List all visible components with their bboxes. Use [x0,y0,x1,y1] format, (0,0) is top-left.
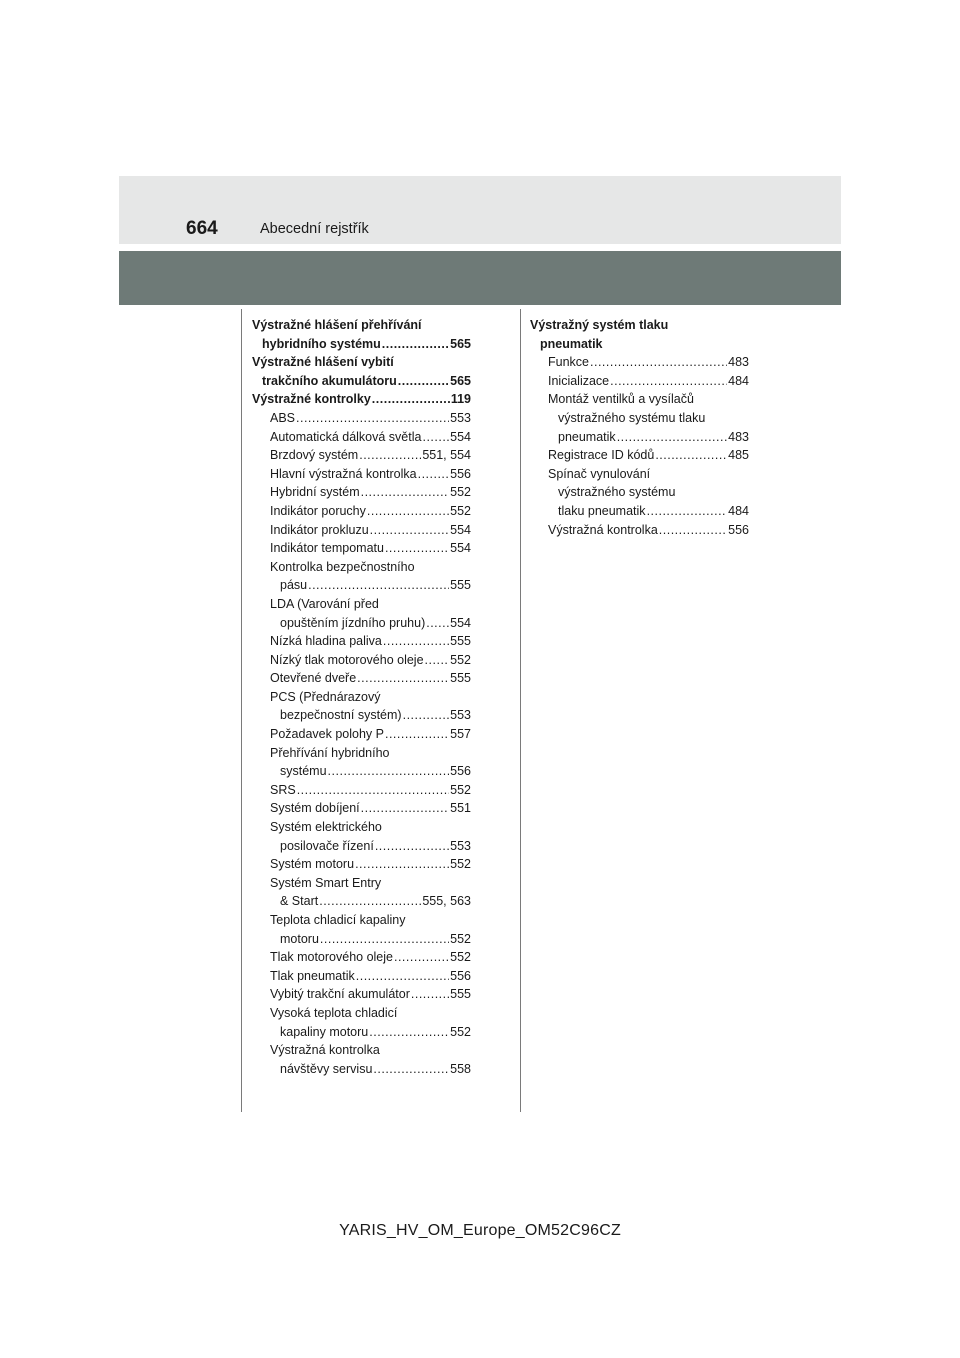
dot-leader [425,651,450,670]
index-entry [252,446,471,465]
page-reference: 552 [450,931,471,946]
dot-leader [356,967,449,986]
dot-leader [659,521,727,540]
index-entry [252,521,471,540]
header-band [119,176,841,244]
index-entry [252,335,471,354]
dot-leader [375,837,449,856]
entry-label: Systém motoru [270,857,355,872]
index-heading: pneumatik [540,336,603,351]
index-entry [252,892,471,911]
dot-leader [610,372,727,391]
index-entry [530,521,749,540]
index-heading: Přehřívání hybridního [270,745,390,760]
dot-leader [398,372,449,391]
entry-label: hybridního systému [262,336,381,351]
entry-label: ABS [270,410,296,425]
dot-leader [357,669,449,688]
index-entry [252,930,471,949]
entry-label: tlaku pneumatik [558,503,646,518]
index-entry [530,372,749,391]
entry-label: Hybridní systém [270,485,360,500]
page-reference: 558 [450,1061,471,1076]
entry-label: opuštěním jízdního pruhu) [280,615,426,630]
dot-leader [655,446,727,465]
page-reference: 555 [450,578,471,593]
index-entry [530,502,749,521]
page-reference: 552 [450,503,471,518]
page-reference: 484 [728,373,749,388]
index-heading: Výstražný systém tlaku [530,318,669,332]
dot-leader [403,706,450,725]
entry-label: kapaliny motoru [280,1024,369,1039]
index-heading: Spínač vynulování [548,466,651,481]
dot-leader [355,855,449,874]
index-entry [252,502,471,521]
entry-label: Tlak pneumatik [270,968,355,983]
index-entry [252,614,471,633]
entry-label: & Start [280,894,319,909]
entry-label: Inicializace [548,373,610,388]
dot-leader [383,632,449,651]
dot-leader [373,1060,449,1079]
index-entry [252,409,471,428]
dot-leader [385,539,449,558]
page-reference: 553 [450,838,471,853]
entry-label: Brzdový systém [270,448,359,463]
index-entry [530,428,749,447]
column-divider-right [520,309,521,1112]
dot-leader [308,576,449,595]
header-dark-band [119,251,841,305]
page-reference: 552 [450,857,471,872]
entry-label: návštěvy servisu [280,1061,373,1076]
page-reference: 565 [450,373,471,388]
index-entry [252,1023,471,1042]
page-reference: 555 [450,634,471,649]
page-reference: 552 [450,950,471,965]
page-reference: 484 [728,503,749,518]
entry-label: Výstražné kontrolky [252,392,371,407]
index-entry [252,985,471,1004]
dot-leader [296,409,449,428]
page-number: 664 [186,218,218,239]
page-reference: 556 [450,466,471,481]
dot-leader [372,390,450,409]
entry-label: Automatická dálková světla [270,429,422,444]
dot-leader [647,502,728,521]
index-entry [252,837,471,856]
index-entry [252,1060,471,1079]
index-entry [252,465,471,484]
page-reference: 556 [728,522,749,537]
index-entry [252,762,471,781]
dot-leader [382,335,449,354]
page-reference: 557 [450,727,471,742]
page-reference: 555, 563 [422,894,471,909]
entry-label: posilovače řízení [280,838,374,853]
index-entry [252,799,471,818]
index-entry [252,483,471,502]
dot-leader [359,446,421,465]
page-reference: 554 [450,429,471,444]
index-column-right [530,316,749,539]
dot-leader [394,948,449,967]
index-heading: Vysoká teplota chladicí [270,1005,398,1020]
column-divider-left [241,309,242,1112]
page-reference: 551, 554 [422,448,471,463]
dot-leader [370,521,449,540]
page-reference: 553 [450,708,471,723]
entry-label: bezpečnostní systém) [280,708,402,723]
entry-label: Vybitý trakční akumulátor [270,987,410,1002]
index-entry [252,539,471,558]
entry-label: Požadavek polohy P [270,727,384,742]
index-heading: Systém elektrického [270,820,382,835]
index-entry [252,967,471,986]
page-reference: 556 [450,968,471,983]
index-heading: PCS (Přednárazový [270,689,381,704]
page-reference: 483 [728,429,749,444]
dot-leader [426,614,449,633]
dot-leader [418,465,450,484]
index-heading: Systém Smart Entry [270,875,382,890]
index-entry [530,446,749,465]
index-heading: výstražného systému tlaku [558,410,706,425]
page-reference: 552 [450,1024,471,1039]
page-reference: 553 [450,410,471,425]
dot-leader [422,428,449,447]
dot-leader [328,762,450,781]
page-reference: 555 [450,987,471,1002]
index-column-left [252,316,471,1078]
dot-leader [411,985,449,1004]
entry-label: Tlak motorového oleje [270,950,393,965]
entry-label: systému [280,764,327,779]
entry-label: Funkce [548,355,589,370]
index-heading: Teplota chladicí kapaliny [270,913,406,927]
entry-label: trakčního akumulátoru [262,373,397,388]
dot-leader [361,483,450,502]
entry-label: Hlavní výstražná kontrolka [270,466,417,481]
page-reference: 565 [450,336,471,351]
entry-label: motoru [280,931,319,946]
index-entry [252,669,471,688]
entry-label: Indikátor poruchy [270,503,366,518]
index-entry [252,390,471,409]
index-entry [530,353,749,372]
page-reference: 552 [450,652,471,667]
page-reference: 554 [450,615,471,630]
page-reference: 119 [450,392,471,407]
page-reference: 552 [450,485,471,500]
index-entry [252,948,471,967]
dot-leader [369,1023,449,1042]
page-reference: 552 [450,782,471,797]
document-code: YARIS_HV_OM_Europe_OM52C96CZ [339,1222,621,1239]
index-heading: výstražného systému [558,485,676,500]
index-entry [252,651,471,670]
entry-label: Výstražná kontrolka [548,522,658,537]
page-reference: 555 [450,671,471,686]
entry-label: Nízká hladina paliva [270,634,382,649]
index-entry [252,576,471,595]
dot-leader [361,799,450,818]
dot-leader [367,502,449,521]
page-reference: 483 [728,355,749,370]
index-entry [252,781,471,800]
entry-label: Indikátor prokluzu [270,522,369,537]
entry-label: Nízký tlak motorového oleje [270,652,424,667]
index-entry [252,632,471,651]
index-entry [252,855,471,874]
dot-leader [320,930,449,949]
entry-label: Indikátor tempomatu [270,541,384,556]
page-reference: 556 [450,764,471,779]
index-heading: Kontrolka bezpečnostního [270,559,415,574]
index-entry [252,372,471,391]
dot-leader [297,781,449,800]
index-entry [252,706,471,725]
section-title: Abecední rejstřík [260,221,369,237]
index-heading: Výstražná kontrolka [270,1043,380,1058]
index-heading: Výstražné hlášení přehřívání [252,318,422,332]
index-entry [252,725,471,744]
entry-label: Registrace ID kódů [548,448,655,463]
dot-leader [385,725,449,744]
page-reference: 554 [450,541,471,556]
dot-leader [319,892,421,911]
page-reference: 485 [728,448,749,463]
entry-label: pneumatik [558,429,616,444]
index-entry [252,428,471,447]
entry-label: SRS [270,782,296,797]
entry-label: pásu [280,578,308,593]
entry-label: Otevřené dveře [270,671,357,686]
index-heading: Výstražné hlášení vybití [252,355,394,370]
index-heading: LDA (Varování před [270,596,379,611]
dot-leader [590,353,727,372]
page-reference: 551 [450,801,471,816]
dot-leader [617,428,727,447]
page-reference: 554 [450,522,471,537]
entry-label: Systém dobíjení [270,801,360,816]
index-heading: Montáž ventilků a vysílačů [548,392,694,407]
